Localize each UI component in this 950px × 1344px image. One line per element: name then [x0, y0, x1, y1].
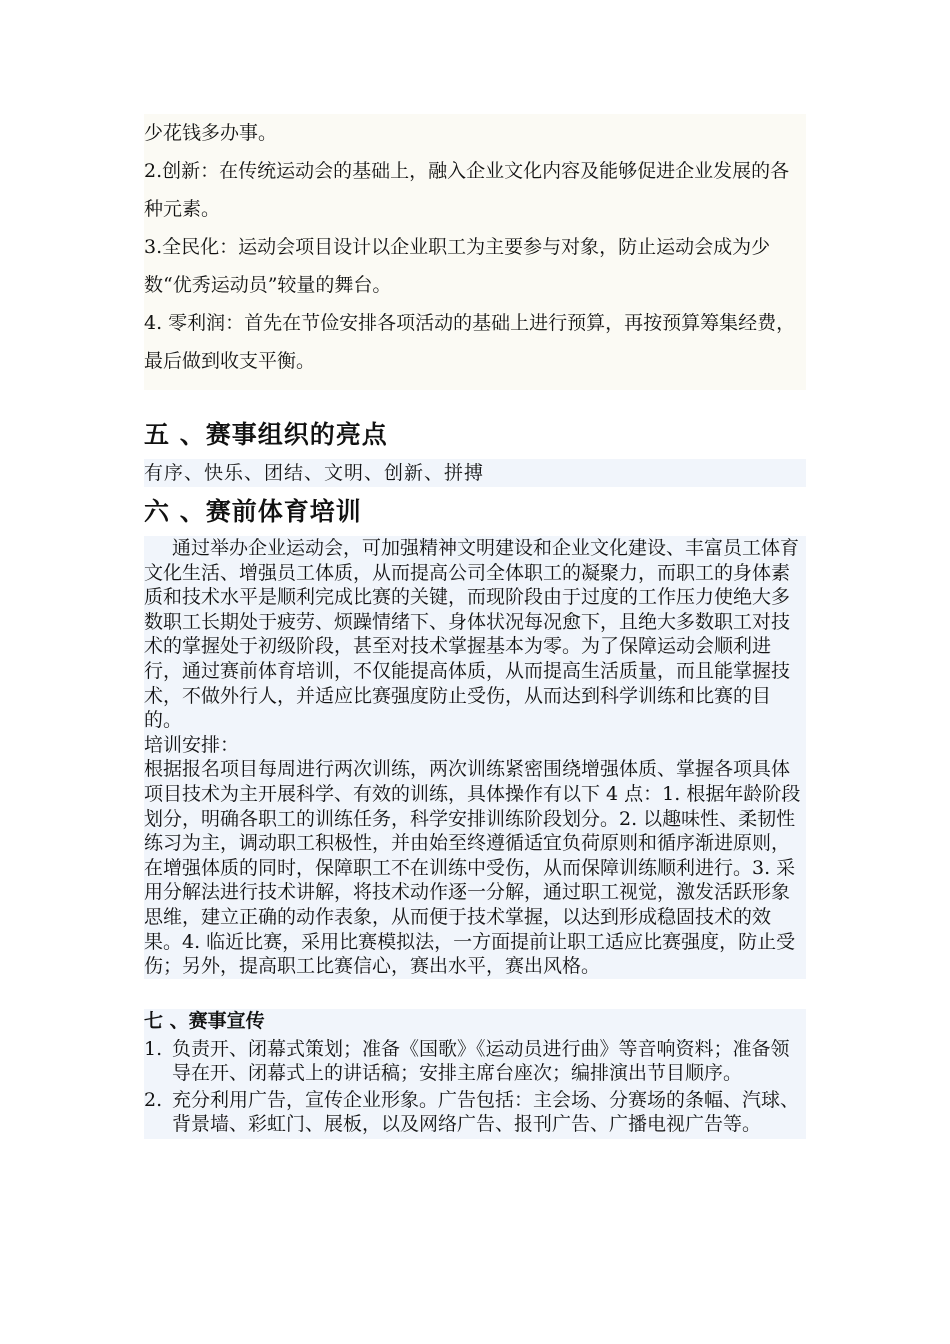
section7 [144, 1009, 806, 1139]
principle-continuation: 少花钱多办事。 [144, 122, 278, 144]
principle-text: 全民化：运动会项目设计以企业职工为主要参与对象，防止运动会成为少数“优秀运动员”较量的舞台。 [144, 236, 771, 296]
list-text: 充分利用广告，宣传企业形象。广告包括：主会场、分赛场的条幅、汽球、背景墙、彩虹门、展板，以及网络广告、报刊广告、广播电视广告等。 [172, 1089, 800, 1135]
principle-num: 3. [144, 236, 163, 258]
principle-item-3 [144, 228, 806, 304]
list-text: 负责开、闭幕式策划；准备《国歌》《运动员进行曲》等音响资料；准备领导在开、闭幕式上的讲话稿；安排主席台座次；编排演出节目顺序。 [172, 1038, 790, 1084]
section5-heading: 五 、赛事组织的亮点 [144, 420, 388, 449]
principle-num: 2. [144, 160, 163, 182]
arrangement-text: 根据报名项目每周进行两次训练，两次训练紧密围绕增强体质、掌握各项具体项目技术为主开展科学、有效的训练，具体操作有以下 4 点：1. 根据年龄阶段划分，明确各职工的训练任务，科学安排训练阶段划分。2. 以趣味性、柔韧性练习为主，调动职工积极性，并由始至终遵循适宜负荷原则和循序渐进原则，在增强体质的同时，保障职工不在训练中受伤，从而保障训练顺利进行。3. 采用分解法进行技术讲解，将技术动作逐一分解，通过职工视觉，激发活跃形象思维，建立正确的动作表象，从而便于技术掌握，以达到形成稳固技术的效果。4. 临近比赛，采用比赛模拟法，一方面提前让职工适应比赛强度，防止受伤；另外，提高职工比赛信心，赛出水平，赛出风格。 [144, 758, 801, 978]
principles-block [144, 114, 806, 390]
principle-text: 零利润：首先在节俭安排各项活动的基础上进行预算，再按预算筹集经费，最后做到收支平衡。 [144, 312, 796, 372]
principle-item-2 [144, 152, 806, 228]
principle-item-4 [144, 304, 806, 380]
section6-heading: 六 、赛前体育培训 [144, 497, 362, 526]
list-num: 2. [144, 1089, 163, 1111]
section7-heading: 七 、赛事宣传 [144, 1010, 265, 1032]
list-item [144, 1088, 806, 1136]
arrangement-label: 培训安排： [144, 733, 240, 756]
list-item [144, 1037, 806, 1085]
section6-intro: 通过举办企业运动会，可加强精神文明建设和企业文化建设、丰富员工体育文化生活、增强员工体质，从而提高公司全体职工的凝聚力，而职工的身体素质和技术水平是顺利完成比赛的关键，而现阶段由于过度的工作压力使绝大多数职工长期处于疲劳、烦躁情绪下、身体状况每况愈下，且绝大多数职工对技术的掌握处于初级阶段，甚至对技术掌握基本为零。为了保障运动会顺利进行，通过赛前体育培训，不仅能提高体质，从而提高生活质量，而且能掌握技术，不做外行人，并适应比赛强度防止受伤，从而达到科学训练和比赛的目的。 [144, 537, 800, 732]
list-num: 1. [144, 1038, 163, 1060]
principle-num: 4. [144, 312, 163, 334]
section6-body [144, 536, 806, 979]
principle-text: 创新：在传统运动会的基础上，融入企业文化内容及能够促进企业发展的各种元素。 [144, 160, 790, 220]
section5-text: 有序、快乐、团结、文明、创新、拼搏 [144, 459, 806, 487]
